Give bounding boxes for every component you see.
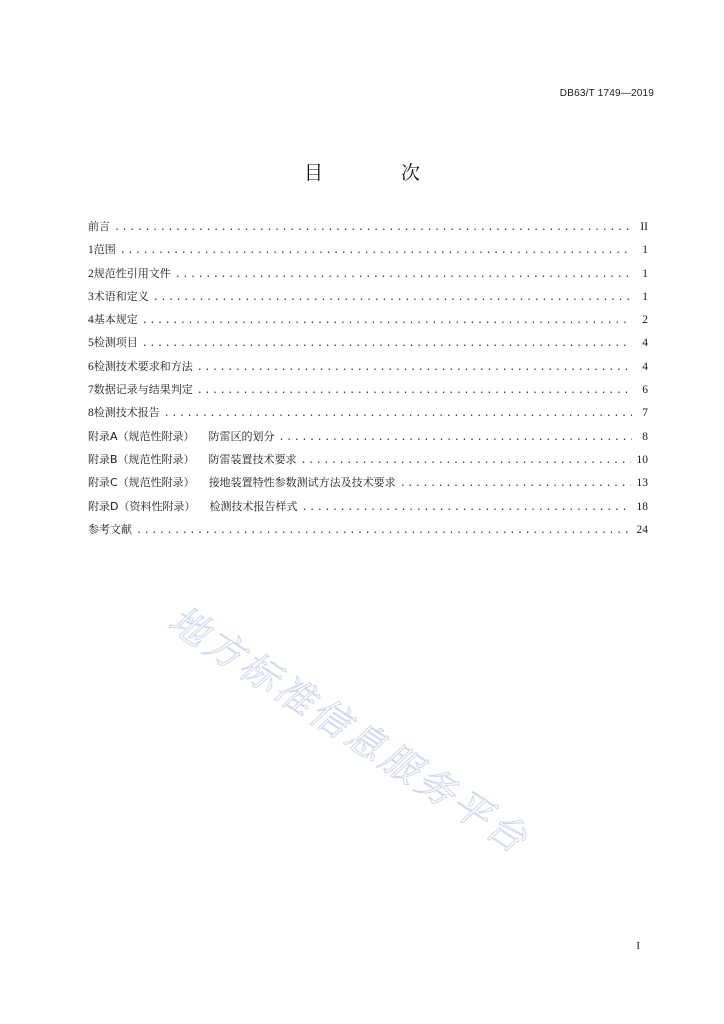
toc-leader-dots xyxy=(301,452,631,470)
toc-leader-dots xyxy=(197,382,632,400)
toc-entry-references[interactable] xyxy=(88,521,648,544)
toc-entry-label: 检测技术报告 xyxy=(93,406,160,420)
table-of-contents xyxy=(88,218,648,544)
toc-entry-2[interactable] xyxy=(88,265,648,288)
toc-entry-page: 10 xyxy=(636,453,648,466)
toc-entry-3[interactable] xyxy=(88,288,648,311)
toc-leader-dots xyxy=(164,405,632,423)
toc-leader-dots xyxy=(197,359,632,377)
toc-entry-number: 1 xyxy=(88,244,94,257)
page-number: I xyxy=(636,940,640,952)
appendix-title: 防雷装置技术要求 xyxy=(208,452,297,466)
toc-leader-dots xyxy=(301,499,630,517)
toc-entry-1[interactable] xyxy=(88,241,648,264)
toc-entry-label xyxy=(88,451,297,469)
toc-leader-dots xyxy=(153,289,632,307)
toc-entry-8[interactable] xyxy=(88,404,648,427)
appendix-title: 接地装置特性参数测试方法及技术要求 xyxy=(208,476,396,490)
toc-entry-page: 13 xyxy=(636,477,648,490)
toc-entry-number: 5 xyxy=(88,337,94,350)
appendix-label: 附录D（资料性附录） xyxy=(88,499,196,513)
toc-entry-label: 检测技术要求和方法 xyxy=(93,359,193,373)
toc-leader-dots xyxy=(114,219,632,237)
toc-title: 目 次 xyxy=(303,162,457,184)
toc-leader-dots xyxy=(279,429,632,447)
toc-entry-appendix-a[interactable] xyxy=(88,428,648,451)
toc-entry-label: 范围 xyxy=(93,243,116,257)
toc-entry-label: 数据记录与结果判定 xyxy=(93,383,193,397)
appendix-label: 附录A（规范性附录） xyxy=(88,429,195,443)
appendix-title: 检测技术报告样式 xyxy=(209,499,298,513)
toc-entry-label xyxy=(88,428,275,446)
toc-entry-number: 7 xyxy=(88,384,94,397)
toc-entry-page: 7 xyxy=(642,407,648,420)
toc-entry-page: 6 xyxy=(642,384,648,397)
toc-entry-number: 8 xyxy=(88,407,94,420)
toc-leader-dots xyxy=(142,312,632,330)
appendix-label: 附录C（规范性附录） xyxy=(88,476,195,490)
toc-leader-dots xyxy=(175,266,632,284)
toc-leader-dots xyxy=(136,522,631,540)
toc-entry-page: 18 xyxy=(636,500,648,513)
toc-entry-page: 24 xyxy=(636,523,648,536)
watermark: 地方标准信息服务平台 xyxy=(161,597,538,864)
appendix-label: 附录B（规范性附录） xyxy=(88,452,195,466)
toc-entry-page: 2 xyxy=(642,314,648,327)
toc-entry-page: 4 xyxy=(642,360,648,373)
toc-entry-4[interactable] xyxy=(88,311,648,334)
toc-entry-number: 2 xyxy=(88,267,94,280)
toc-entry-page: 1 xyxy=(642,290,648,303)
toc-leader-dots xyxy=(400,475,631,493)
toc-entry-label: 参考文献 xyxy=(88,522,132,536)
toc-entry-page: II xyxy=(640,221,648,233)
toc-leader-dots xyxy=(120,242,632,260)
toc-entry-number: 6 xyxy=(88,360,94,373)
document-code: DB63/T 1749—2019 xyxy=(559,88,654,99)
toc-entry-appendix-b[interactable] xyxy=(88,451,648,474)
toc-entry-appendix-d[interactable] xyxy=(88,498,648,521)
toc-entry-page: 1 xyxy=(642,244,648,257)
toc-entry-label: 规范性引用文件 xyxy=(93,266,171,280)
toc-entry-label: 检测项目 xyxy=(93,336,138,350)
toc-entry-label xyxy=(88,474,396,492)
toc-entry-page: 4 xyxy=(642,337,648,350)
toc-entry-number: 3 xyxy=(88,290,94,303)
toc-entry-label: 基本规定 xyxy=(93,313,138,327)
toc-entry-label: 前言 xyxy=(88,220,110,233)
toc-entry-label xyxy=(88,498,297,516)
toc-entry-6[interactable] xyxy=(88,358,648,381)
toc-entry-label: 术语和定义 xyxy=(93,289,149,303)
toc-entry-7[interactable] xyxy=(88,381,648,404)
toc-entry-5[interactable] xyxy=(88,334,648,357)
toc-entry-foreword[interactable] xyxy=(88,218,648,241)
toc-entry-number: 4 xyxy=(88,314,94,327)
toc-entry-appendix-c[interactable] xyxy=(88,474,648,497)
toc-leader-dots xyxy=(142,335,632,353)
toc-entry-page: 8 xyxy=(642,430,648,443)
appendix-title: 防雷区的划分 xyxy=(208,429,275,443)
toc-entry-page: 1 xyxy=(642,267,648,280)
